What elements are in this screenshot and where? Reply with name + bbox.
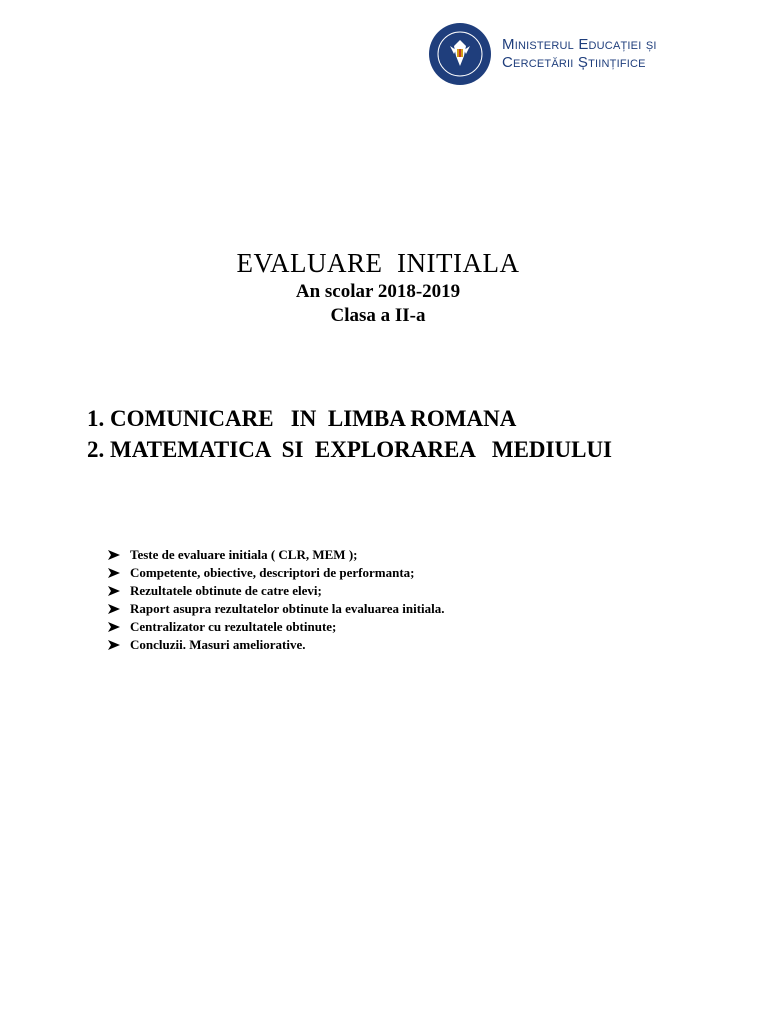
list-item [108,636,445,654]
subject-item: 1. COMUNICARE IN LIMBA ROMANA [87,406,517,431]
list-item-text: Centralizator cu rezultatele obtinute; [130,619,337,634]
document-title: EVALUARE INITIALA [236,248,520,278]
list-item-text: Raport asupra rezultatelor obtinute la evaluarea initiala. [130,601,445,616]
list-item [108,618,445,636]
ministry-name-line1: Ministerul Educației și [502,36,657,53]
ministry-name [502,36,657,72]
ministry-name-line2: Cercetării Științifice [502,54,646,71]
list-item [108,600,445,618]
subject-item: 2. MATEMATICA SI EXPLORAREA MEDIULUI [87,437,613,462]
list-item-text: Concluzii. Masuri ameliorative. [130,637,306,652]
list-item-text: Teste de evaluare initiala ( CLR, MEM ); [130,547,358,562]
list-item-text: Competente, obiective, descriptori de performanta; [130,565,415,580]
arrow-bullet-icon [108,622,120,632]
arrow-bullet-icon [108,550,120,560]
school-year: An scolar 2018-2019 [295,281,461,302]
subject-list [87,403,612,465]
contents-list [108,546,445,654]
arrow-bullet-icon [108,586,120,596]
arrow-bullet-icon [108,640,120,650]
government-seal-icon [428,22,492,86]
arrow-bullet-icon [108,568,120,578]
title-block [0,246,756,328]
list-item [108,564,445,582]
ministry-logo [428,16,710,92]
class-name: Clasa a II-a [330,305,426,326]
arrow-bullet-icon [108,604,120,614]
list-item-text: Rezultatele obtinute de catre elevi; [130,583,322,598]
list-item [108,546,445,564]
list-item [108,582,445,600]
